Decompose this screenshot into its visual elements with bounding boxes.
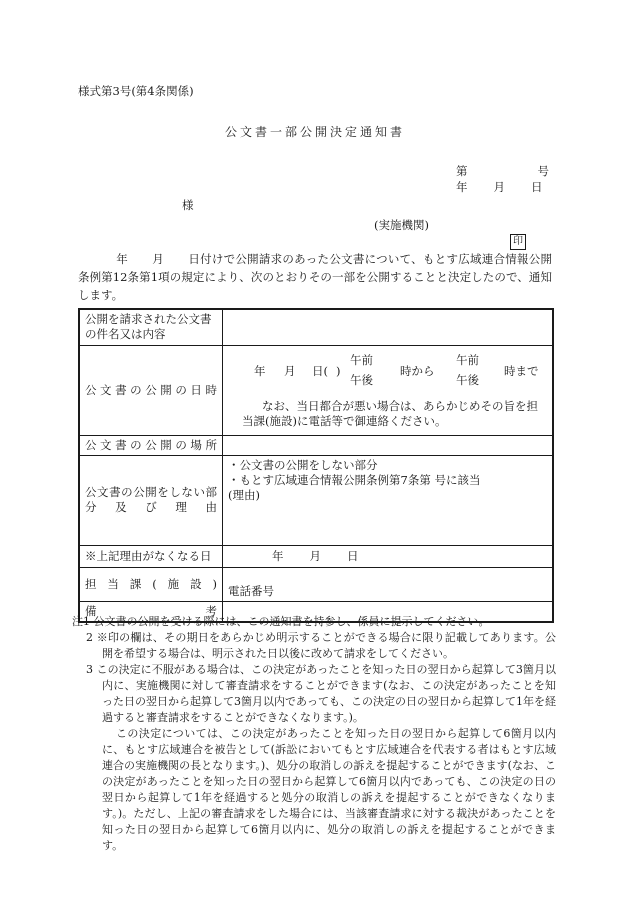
document-title: 公文書一部公開決定通知書 bbox=[224, 125, 405, 139]
note-2: 2 ※印の欄は、その期日をあらかじめ明示することができる場合に限り記載してあります。公開を希望する場合は、明示された日以後に改めて請求をしてください。 bbox=[86, 631, 556, 660]
dt-paren: ) bbox=[336, 364, 341, 378]
undisclosed-part: ・公文書の公開をしない部分 bbox=[228, 457, 378, 472]
issue-date bbox=[456, 180, 543, 196]
row-label-department: 担当課(施設) bbox=[79, 567, 223, 601]
row-value-datetime bbox=[223, 345, 554, 435]
dt-until: 時まで bbox=[504, 364, 539, 378]
row-value-place bbox=[223, 435, 554, 455]
number-suffix: 号 bbox=[537, 164, 549, 178]
undisclosed-reason: (理由) bbox=[228, 487, 260, 502]
dt-pm-1: 午後 bbox=[350, 373, 373, 387]
notes-section bbox=[72, 614, 556, 854]
row-label-datetime: 公文書の公開の日時 bbox=[79, 345, 223, 435]
implementing-agency: (実施機関) bbox=[374, 218, 429, 232]
dt-pm-2: 午後 bbox=[456, 373, 479, 387]
decision-table bbox=[78, 308, 554, 623]
row-label-document: 公開を請求された公文書の件名又は内容 bbox=[79, 309, 223, 345]
issue-date-month: 月 bbox=[493, 180, 505, 194]
row-value-phone: 電話番号 bbox=[223, 567, 554, 601]
expiry-year: 年 bbox=[272, 548, 284, 563]
form-number: 様式第3号(第4条関係) bbox=[78, 84, 194, 98]
expiry-day: 日 bbox=[347, 548, 359, 563]
undisclosed-clause: ・もとす広域連合情報公開条例第7条第 号に該当 bbox=[228, 472, 481, 487]
dt-month: 月 bbox=[284, 364, 296, 378]
seal-mark: 印 bbox=[510, 234, 526, 250]
datetime-note: なお、当日都合が悪い場合は、あらかじめその旨を担当課(施設)に電話等で御連絡ください。 bbox=[242, 399, 538, 428]
row-label-expiry: ※上記理由がなくなる日 bbox=[79, 545, 223, 567]
table-row bbox=[79, 545, 553, 567]
expiry-month: 月 bbox=[309, 548, 321, 563]
table-row bbox=[79, 455, 553, 545]
datetime-fields bbox=[228, 351, 547, 395]
table-row bbox=[79, 435, 553, 455]
document-number bbox=[456, 164, 549, 180]
dt-day: 日( bbox=[312, 364, 328, 378]
row-value-undisclosed bbox=[223, 455, 554, 545]
body-year: 年 bbox=[116, 252, 129, 266]
issue-date-year: 年 bbox=[456, 180, 468, 194]
row-value-document bbox=[223, 309, 554, 345]
row-value-expiry bbox=[223, 545, 554, 567]
dt-am-1: 午前 bbox=[350, 353, 373, 367]
table-row bbox=[79, 345, 553, 435]
dt-am-2: 午前 bbox=[456, 353, 479, 367]
row-label-place: 公文書の公開の場所 bbox=[79, 435, 223, 455]
dt-from: 時から bbox=[400, 364, 435, 378]
table-row bbox=[79, 309, 553, 345]
row-label-undisclosed: 公文書の公開をしない部分及び理由 bbox=[79, 455, 223, 545]
body-month: 月 bbox=[152, 252, 165, 266]
notice-body bbox=[78, 250, 552, 304]
number-prefix: 第 bbox=[456, 164, 468, 178]
dt-year: 年 bbox=[254, 364, 266, 378]
table-row bbox=[79, 567, 553, 601]
note-1: 注1 公文書の公開を受ける際には、この通知書を持参し、係員に提示してください。 bbox=[72, 615, 490, 628]
recipient-honorific: 様 bbox=[182, 198, 194, 212]
row-label-remarks: 備考 bbox=[79, 601, 223, 622]
issue-date-day: 日 bbox=[531, 180, 543, 194]
note-3: 3 この決定に不服がある場合は、この決定があったことを知った日の翌日から起算して3箇月以内に、実施機関に対して審査請求をすることができます(なお、この決定があったことを知った日の翌日から起算して3箇月以内であっても、この決定の日の翌日から起算して1年を経過すると審査請求をすることができなくなります。)。 bbox=[86, 663, 556, 724]
body-text: 日付けで公開請求のあった公文書について、もとす広域連合情報公開条例第12条第1項の規定により、次のとおりその一部を公開することと決定したので、通知します。 bbox=[78, 252, 553, 302]
note-3-continued: この決定については、この決定があったことを知った日の翌日から起算して6箇月以内に、もとす広域連合を被告として(訴訟においてもとす広域連合を代表する者はもとす広域連合の実施機関の長となります。)、処分の取消しの訴えを提起することができます(なお、この決定があったことを知った日の翌日から起算して6箇月以内であっても、この決定の日の翌日から起算して1年を経過すると処分の取消しの訴えを提起することができなくなります。)。ただし、上記の審査請求をした場合には、当該審査請求に対する裁決があったことを知った日の翌日から起算して6箇月以内に、処分の取消しの訴えを提起することができます。 bbox=[102, 727, 556, 852]
